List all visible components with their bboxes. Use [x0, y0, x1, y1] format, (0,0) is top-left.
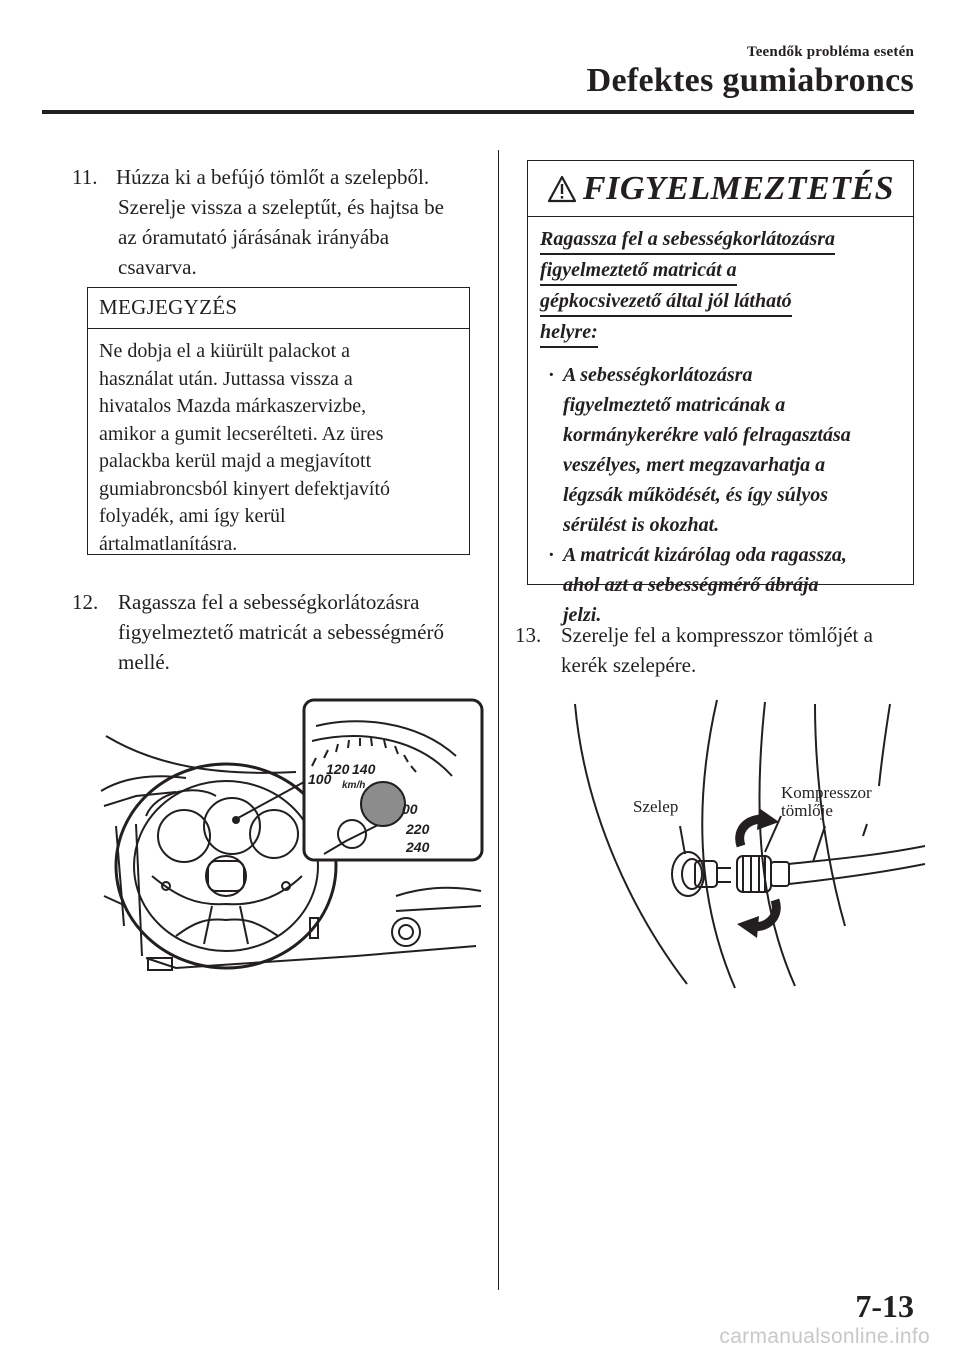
warning-lead-line: gépkocsivezető által jól látható — [540, 288, 792, 317]
note-line: használat után. Juttassa vissza a — [99, 367, 353, 390]
step-13 — [515, 620, 935, 680]
warning-lead-line: helyre: — [540, 319, 598, 348]
step-12 — [72, 587, 492, 677]
note-body — [88, 329, 469, 567]
valve-hose-illustration — [545, 696, 925, 996]
step-number: 13. — [515, 623, 542, 647]
warning-item-line: légzsák működését, és így súlyos — [563, 484, 828, 506]
valve-label: Szelep — [633, 797, 679, 816]
speedo-tick-label: 140 — [352, 761, 376, 777]
note-line: gumiabroncsból kinyert defektjavító — [99, 477, 391, 500]
watermark: carmanualsonline.info — [719, 1325, 930, 1348]
warning-item — [548, 540, 905, 630]
note-title: MEGJEGYZÉS — [88, 288, 469, 329]
section-title: Teendők probléma esetén — [746, 44, 914, 60]
warning-item-line: kormánykerékre való felragasztása — [563, 424, 851, 446]
note-line: amikor a gumit lecserélteti. Az üres — [99, 422, 384, 445]
step-line: mellé. — [118, 650, 170, 674]
hose-label-line1: Kompresszor — [781, 783, 872, 802]
note-box — [87, 287, 470, 555]
warning-lead — [528, 224, 913, 348]
step-line: csavarva. — [118, 255, 197, 279]
step-line: kerék szelepére. — [561, 653, 697, 677]
note-line: hivatalos Mazda márkaszervizbe, — [99, 395, 367, 417]
page-title: Defektes gumiabroncs — [586, 62, 914, 99]
dashboard-illustration — [96, 696, 486, 988]
hose-label-line2: tömlője — [781, 801, 833, 820]
header-rule — [42, 110, 914, 114]
speedo-unit: km/h — [342, 780, 366, 791]
step-line: Ragassza fel a sebességkorlátozásra — [118, 590, 420, 614]
page-number: 7-13 — [855, 1288, 914, 1324]
bullet-icon: · — [548, 544, 555, 566]
step-11 — [72, 162, 492, 282]
speed-sticker-circle — [361, 782, 405, 826]
step-number: 11. — [72, 165, 98, 189]
speedo-tick-label: 120 — [326, 761, 350, 777]
note-line: palackba kerül majd a megjavított — [99, 450, 372, 472]
step-line: Húzza ki a befújó tömlőt a szelepből. — [116, 165, 430, 189]
note-line: ártalmatlanításra. — [99, 532, 238, 555]
warning-lead-line: Ragassza fel a sebességkorlátozásra — [540, 226, 835, 255]
warning-item-line: figyelmeztető matricának a — [563, 394, 786, 416]
speedo-tick-label: 240 — [406, 839, 430, 855]
step-line: az óramutató járásának irányába — [118, 225, 390, 249]
step-line: figyelmeztető matricát a sebességmérő — [118, 620, 444, 644]
warning-item-line: A matricát kizárólag oda ragassza, — [563, 544, 847, 566]
step-number: 12. — [72, 590, 99, 614]
warning-triangle-icon — [547, 175, 577, 203]
warning-title: FIGYELMEZTETÉS — [582, 169, 895, 207]
step-line: Szerelje fel a kompresszor tömlőjét a — [561, 623, 873, 647]
bullet-icon: · — [548, 364, 555, 386]
warning-item-line: A sebességkorlátozásra — [563, 364, 753, 386]
warning-box — [527, 160, 914, 626]
speedo-tick-label: 220 — [406, 821, 430, 837]
step-line: Szerelje vissza a szeleptűt, és hajtsa be — [118, 195, 444, 219]
warning-item — [548, 360, 905, 540]
note-line: Ne dobja el a kiürült palackot a — [99, 340, 351, 362]
note-line: folyadék, ami így kerül — [99, 505, 286, 527]
column-divider — [498, 150, 499, 1290]
warning-title-bar — [528, 161, 913, 217]
warning-lead-line: figyelmeztető matricát a — [540, 257, 737, 286]
speedo-tick-label: 00 — [402, 801, 418, 817]
warning-item-line: veszélyes, mert megzavarhatja a — [563, 454, 826, 476]
speedo-tick-label: 100 — [308, 771, 332, 787]
warning-item-line: ahol azt a sebességmérő ábrája — [563, 574, 819, 596]
warning-item-line: jelzi. — [563, 604, 602, 626]
warning-item-line: sérülést is okozhat. — [563, 514, 720, 536]
warning-list — [528, 360, 913, 630]
